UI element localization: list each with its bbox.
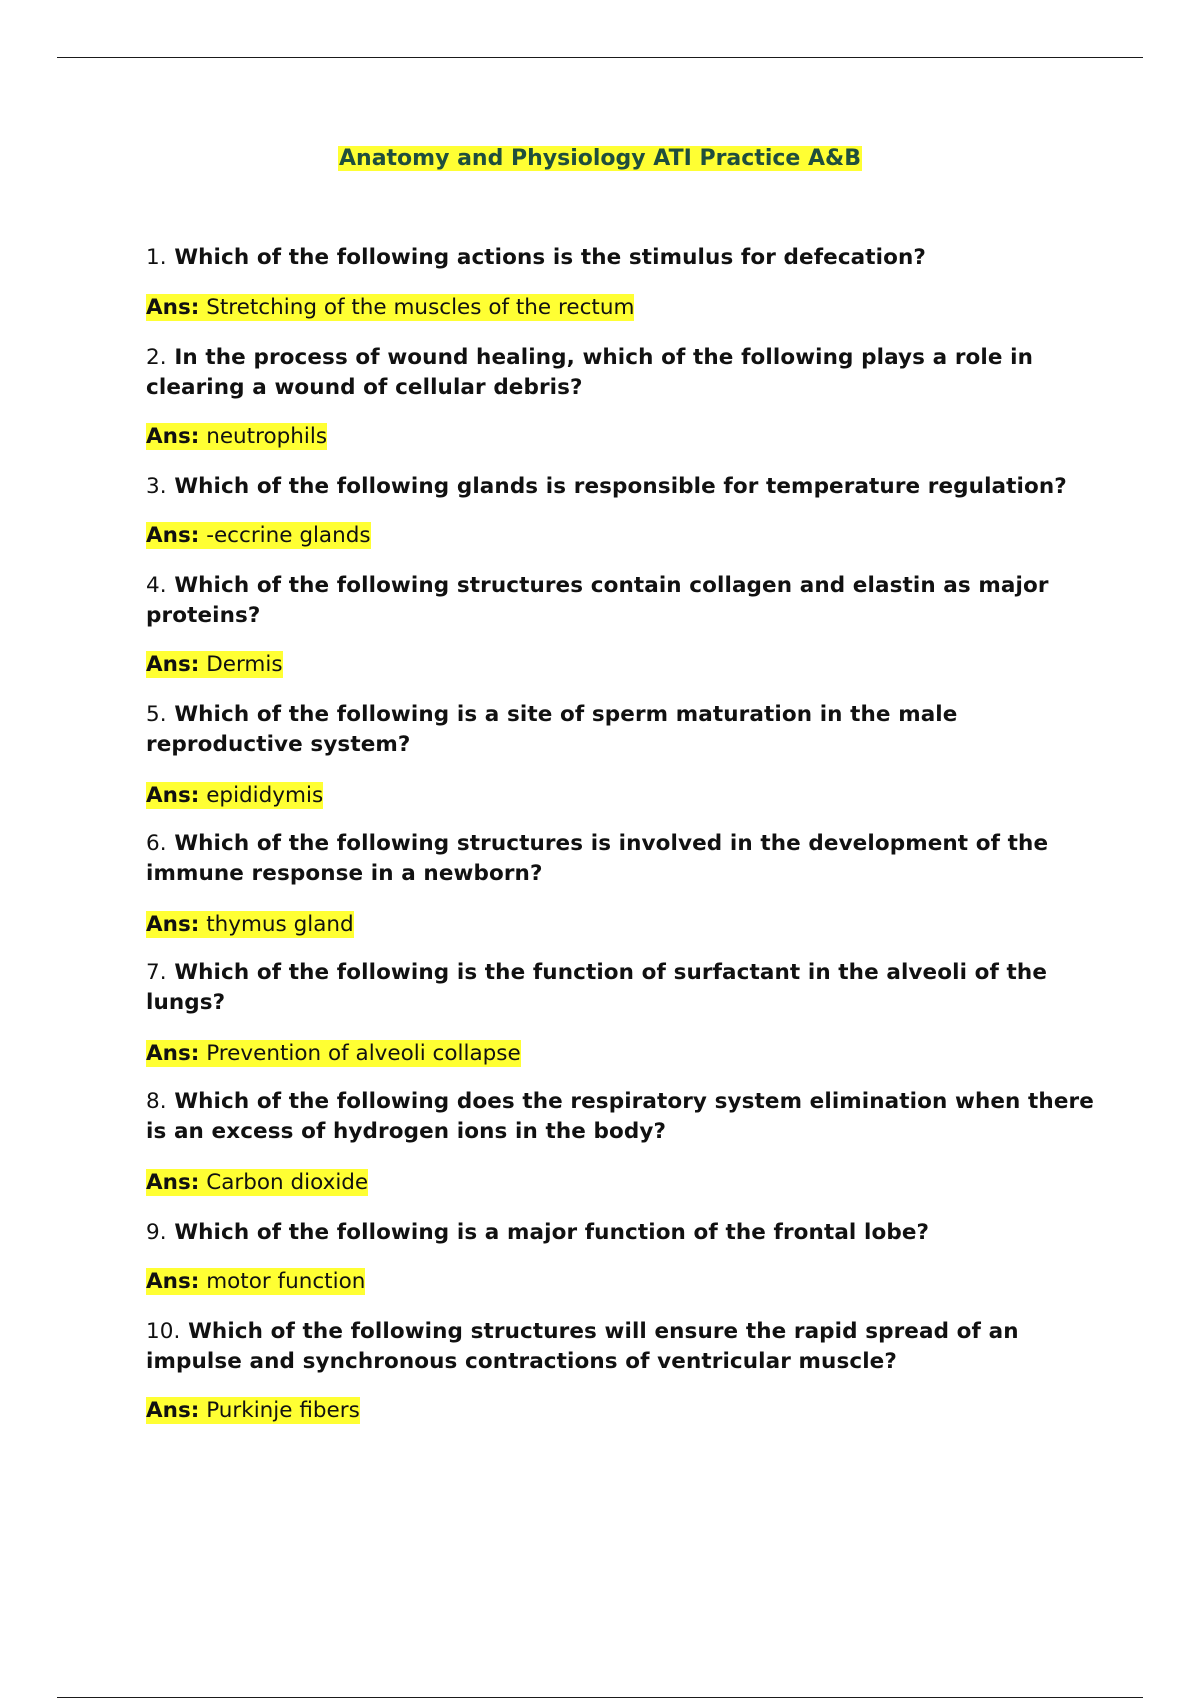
answer-text: Stretching of the muscles of the rectum: [206, 295, 635, 320]
question-text: Which of the following glands is responsible for temperature regulation?: [174, 474, 1067, 499]
answer: [146, 1168, 1096, 1198]
answer-item-1: [146, 293, 1096, 323]
footer-rule: [57, 1697, 1143, 1698]
answer-item-4: [146, 650, 1096, 680]
question-text: Which of the following is the function of surfactant in the alveoli of the lungs?: [146, 960, 1048, 1015]
answer-text: motor function: [206, 1269, 366, 1294]
answer: [146, 650, 1096, 680]
question: [146, 829, 1096, 889]
question: [146, 243, 1096, 273]
answer-label: Ans:: [146, 1398, 200, 1423]
qa-item-6: [146, 829, 1096, 889]
question: [146, 1317, 1096, 1377]
answer-text: -eccrine glands: [206, 523, 371, 548]
answer-text: thymus gland: [206, 912, 354, 937]
answer-text: Dermis: [206, 652, 283, 677]
question-text: Which of the following does the respiratory system elimination when there is an excess of hydrogen ions in the body?: [146, 1089, 1094, 1144]
answer: [146, 781, 1096, 811]
question-number: 1.: [146, 245, 167, 270]
document-title: Anatomy and Physiology ATI Practice A&B: [339, 146, 861, 171]
answer-label: Ans:: [146, 295, 200, 320]
answer: [146, 1039, 1096, 1069]
answer-item-2: [146, 422, 1096, 452]
question-text: In the process of wound healing, which of the following plays a role in clearing a wound of cellular debris?: [146, 345, 1034, 400]
qa-item-9: [146, 1218, 1096, 1248]
question: [146, 571, 1096, 631]
qa-item-4: [146, 571, 1096, 631]
qa-item-8: [146, 1087, 1096, 1147]
answer: [146, 293, 1096, 323]
answer-item-5: [146, 781, 1096, 811]
answer-label: Ans:: [146, 424, 200, 449]
answer-item-6: [146, 910, 1096, 940]
answer: [146, 521, 1096, 551]
question: [146, 700, 1096, 760]
question-text: Which of the following is a site of sperm maturation in the male reproductive system?: [146, 702, 958, 757]
qa-item-5: [146, 700, 1096, 760]
answer-label: Ans:: [146, 1170, 200, 1195]
answer-item-3: [146, 521, 1096, 551]
question-number: 2.: [146, 345, 167, 370]
answer-label: Ans:: [146, 912, 200, 937]
answer-text: Prevention of alveoli collapse: [206, 1041, 521, 1066]
question-text: Which of the following is a major function of the frontal lobe?: [174, 1220, 930, 1245]
question-number: 3.: [146, 474, 167, 499]
answer-item-9: [146, 1267, 1096, 1297]
question-number: 7.: [146, 960, 167, 985]
question-number: 8.: [146, 1089, 167, 1114]
qa-item-7: [146, 958, 1096, 1018]
answer: [146, 422, 1096, 452]
question-number: 9.: [146, 1220, 167, 1245]
question-text: Which of the following actions is the stimulus for defecation?: [174, 245, 926, 270]
question: [146, 472, 1096, 502]
question-number: 6.: [146, 831, 167, 856]
answer: [146, 1396, 1096, 1426]
question: [146, 958, 1096, 1018]
qa-item-2: [146, 343, 1096, 403]
question-number: 4.: [146, 573, 167, 598]
answer-item-10: [146, 1396, 1096, 1426]
answer-label: Ans:: [146, 1041, 200, 1066]
answer-text: neutrophils: [206, 424, 328, 449]
answer-label: Ans:: [146, 652, 200, 677]
answer-item-7: [146, 1039, 1096, 1069]
question-number: 10.: [146, 1319, 181, 1344]
answer-item-8: [146, 1168, 1096, 1198]
answer-label: Ans:: [146, 783, 200, 808]
qa-item-1: [146, 243, 1096, 273]
title-container: [0, 144, 1200, 174]
answer: [146, 1267, 1096, 1297]
question-text: Which of the following structures contain collagen and elastin as major proteins?: [146, 573, 1049, 628]
question: [146, 1218, 1096, 1248]
answer-text: Purkinje fibers: [206, 1398, 360, 1423]
answer-label: Ans:: [146, 1269, 200, 1294]
answer-text: Carbon dioxide: [206, 1170, 369, 1195]
qa-item-3: [146, 472, 1096, 502]
header-rule: [57, 57, 1143, 58]
answer-label: Ans:: [146, 523, 200, 548]
question-number: 5.: [146, 702, 167, 727]
question-text: Which of the following structures is involved in the development of the immune response in a newborn?: [146, 831, 1049, 886]
question: [146, 1087, 1096, 1147]
answer-text: epididymis: [206, 783, 324, 808]
question: [146, 343, 1096, 403]
answer: [146, 910, 1096, 940]
qa-item-10: [146, 1317, 1096, 1377]
question-text: Which of the following structures will ensure the rapid spread of an impulse and synchronous contractions of ventricular muscle?: [146, 1319, 1019, 1374]
